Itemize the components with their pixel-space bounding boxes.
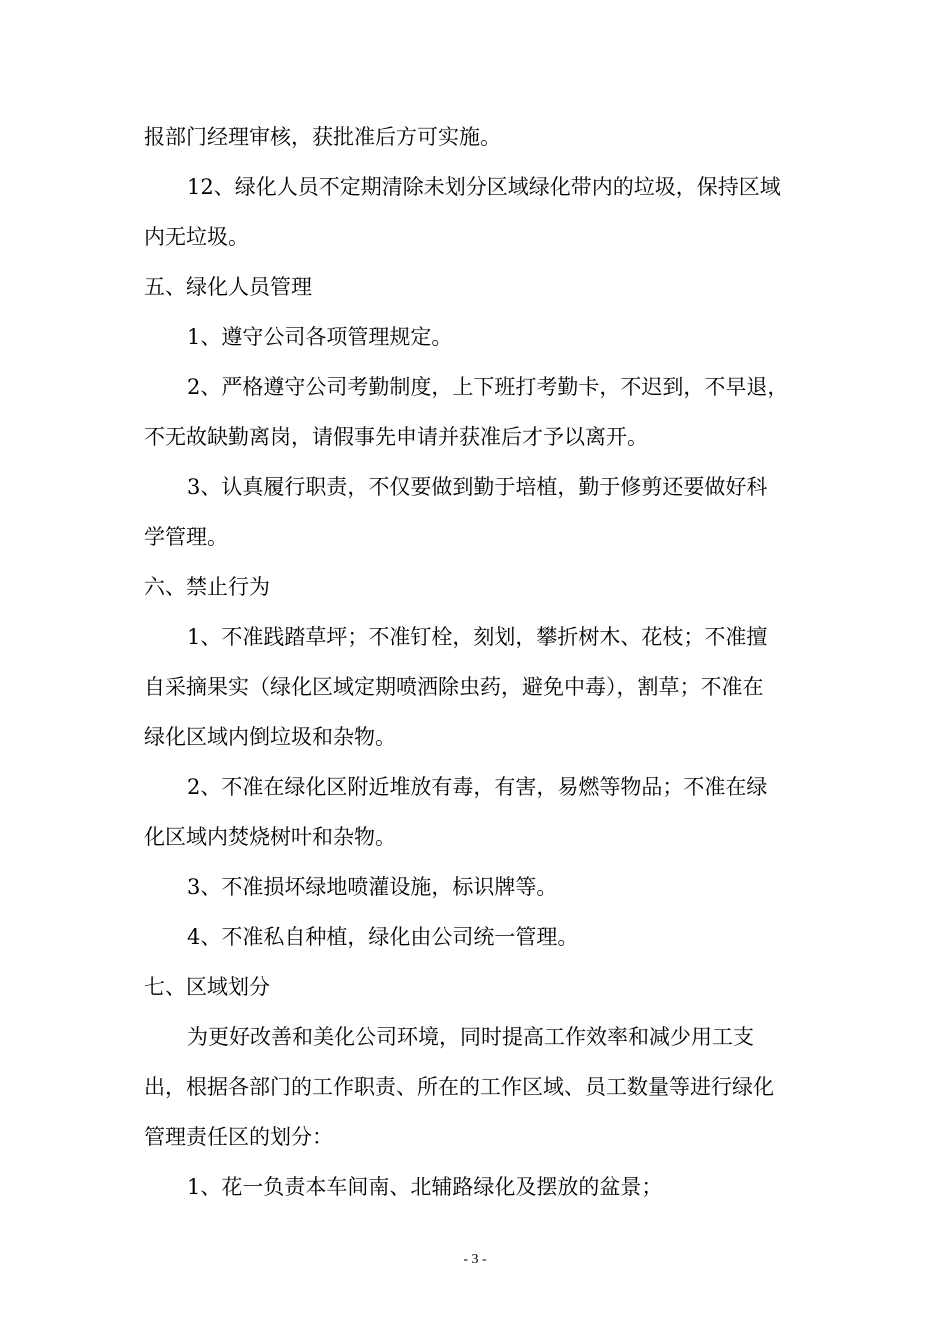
- text-line: 化区域内焚烧树叶和杂物。: [144, 825, 396, 849]
- text-line: 2、不准在绿化区附近堆放有毒，有害，易燃等物品；不准在绿: [187, 775, 768, 799]
- text-line: 出，根据各部门的工作职责、所在的工作区域、员工数量等进行绿化: [144, 1075, 774, 1099]
- text-line: 3、不准损坏绿地喷灌设施，标识牌等。: [187, 875, 558, 899]
- text-line: 3、认真履行职责，不仅要做到勤于培植，勤于修剪还要做好科: [187, 475, 768, 499]
- text-line: 不无故缺勤离岗，请假事先申请并获准后才予以离开。: [144, 425, 648, 449]
- text-line: 1、不准践踏草坪；不准钉栓，刻划，攀折树木、花枝；不准擅: [187, 625, 768, 649]
- text-line: 绿化区域内倒垃圾和杂物。: [144, 725, 396, 749]
- text-line: 管理责任区的划分：: [144, 1125, 333, 1149]
- text-line: 报部门经理审核，获批准后方可实施。: [144, 125, 501, 149]
- text-line: 4、不准私自种植，绿化由公司统一管理。: [187, 925, 579, 949]
- text-line: 学管理。: [144, 525, 228, 549]
- text-line: 为更好改善和美化公司环境，同时提高工作效率和减少用工支: [187, 1025, 754, 1049]
- page-number: - 3 -: [463, 1252, 487, 1267]
- text-line: 内无垃圾。: [144, 225, 249, 249]
- section-heading: 七、区域划分: [144, 975, 270, 999]
- text-line: 1、遵守公司各项管理规定。: [187, 325, 453, 349]
- text-line: 12、绿化人员不定期清除未划分区域绿化带内的垃圾，保持区域: [187, 175, 781, 199]
- section-heading: 五、绿化人员管理: [144, 275, 312, 299]
- document-body: [144, 112, 808, 1212]
- text-line: 2、严格遵守公司考勤制度，上下班打考勤卡，不迟到，不早退，: [187, 375, 789, 399]
- text-line: 自采摘果实（绿化区域定期喷洒除虫药，避免中毒），割草；不准在: [144, 675, 764, 699]
- section-heading: 六、禁止行为: [144, 575, 270, 599]
- text-line: 1、花一负责本车间南、北辅路绿化及摆放的盆景；: [187, 1175, 663, 1199]
